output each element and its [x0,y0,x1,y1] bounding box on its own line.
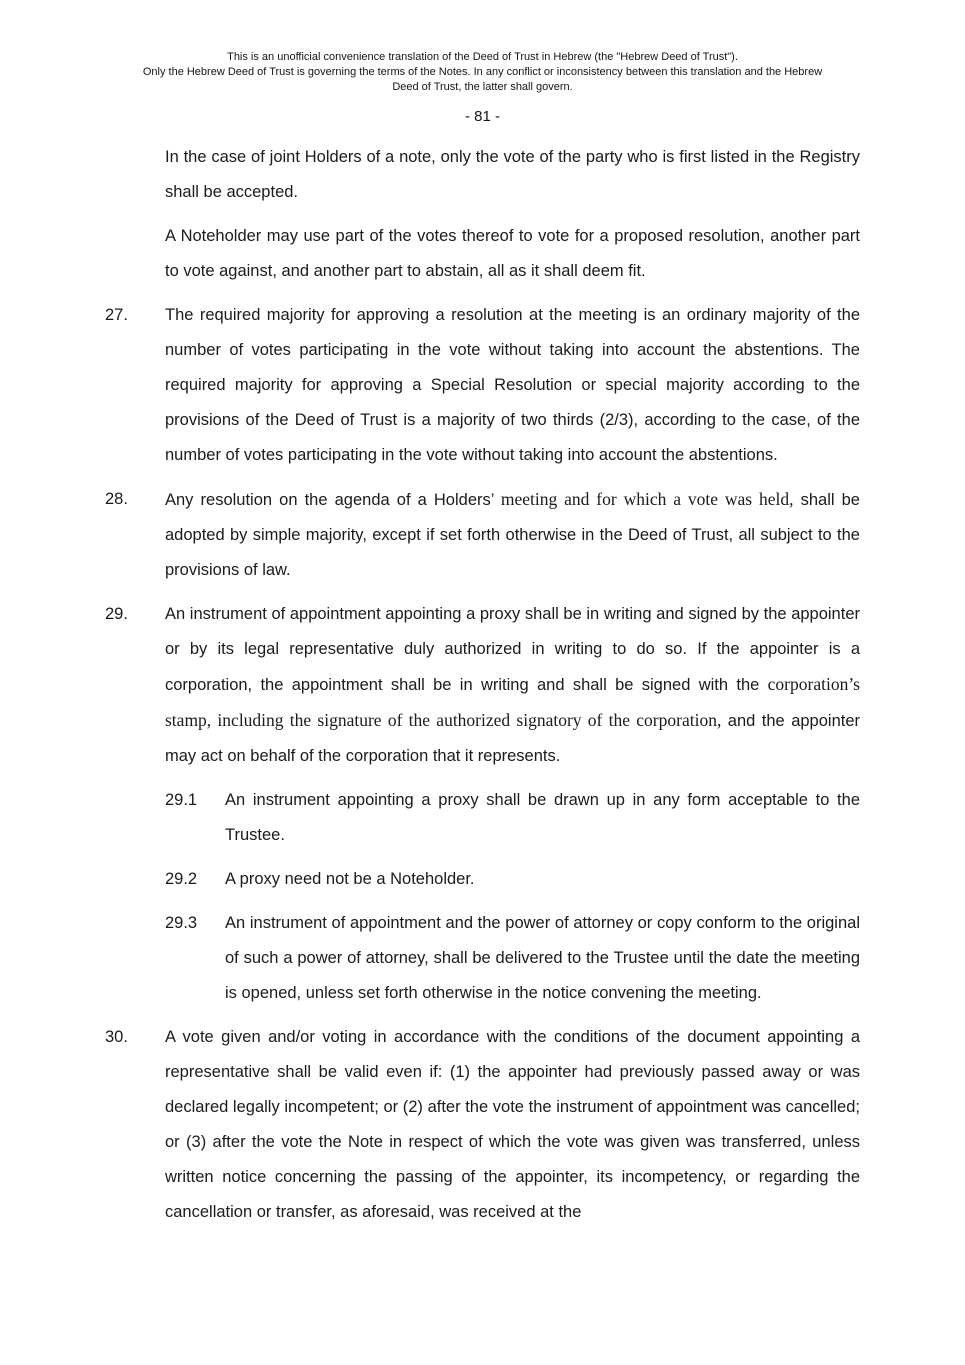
paragraph-number [105,140,165,210]
sans-text-segment: An instrument appointing a proxy shall be drawn up in any form acceptable to the Trustee. [225,791,860,844]
paragraph-text [165,140,860,210]
sans-text-segment: In the case of joint Holders of a note, only the vote of the party who is first listed in the Registry shall be accepted. [165,148,860,201]
paragraph [105,140,860,210]
paragraph [105,783,860,853]
disclaimer-line-2: Only the Hebrew Deed of Trust is governing the terms of the Notes. In any conflict or inconsistency between this translation and the Hebrew [142,66,823,78]
paragraph-number: 29. [105,605,128,623]
paragraph [105,906,860,1011]
paragraph-number [105,219,165,289]
paragraph-number: 28. [105,490,128,508]
sans-text-segment: An instrument of appointment appointing a proxy shall be in writing and signed by the appointer or by its legal representative duly authorized in writing to do so. If the appointer is a corporation, the appointment shall be in writing and shall be signed with the [165,605,860,694]
paragraph-number: 29.3 [165,914,198,932]
paragraph [105,219,860,289]
sans-text-segment: and the appointer may act on behalf of the corporation that it represents. [165,712,860,765]
document-body [105,140,860,1239]
paragraph-number: 27. [105,306,128,324]
paragraph-text [165,597,860,774]
paragraph-text [165,219,860,289]
sans-text-segment: An instrument of appointment and the power of attorney or copy conform to the original of such a power of attorney, shall be delivered to the Trustee until the date the meeting is opened, unless set forth otherwise in the notice convening the meeting. [225,914,860,1002]
sans-text-segment: A Noteholder may use part of the votes thereof to vote for a proposed resolution, another part to vote against, and another part to abstain, all as it shall deem fit. [165,227,860,280]
sans-text-segment: The required majority for approving a resolution at the meeting is an ordinary majority of the number of votes participating in the vote without taking into account the abstentions. The required majority for approving a Special Resolution or special majority according to the provisions of the Deed of Trust is a majority of two thirds (2/3), according to the case, of the number of votes participating in the vote without taking into account the abstentions. [165,306,860,464]
disclaimer-header [0,50,965,95]
paragraph-number: 29.2 [165,870,198,888]
sans-text-segment: Any resolution on the agenda of a Holders’ [165,491,501,509]
disclaimer-line-3: Deed of Trust, the latter shall govern. [392,81,573,93]
paragraph [105,1020,860,1230]
paragraph [105,597,860,774]
paragraph [105,862,860,897]
paragraph-text [165,1020,860,1230]
sans-text-segment: A vote given and/or voting in accordance with the conditions of the document appointing a representative shall be valid even if: (1) the appointer had previously passed away or was declared legally incompetent; or (2) after the vote the instrument of appointment was cancelled; or (3) after the vote the Note in respect of which the vote was given was transferred, unless written notice concerning the passing of the appointer, its incompetency, or regarding the cancellation or transfer, as aforesaid, was received at the [165,1028,860,1221]
sans-text-segment: A proxy need not be a Noteholder. [225,870,475,888]
paragraph-text [225,783,860,853]
page-number: - 81 - [464,108,500,125]
serif-text-segment: meeting and for which a vote was held, [500,489,794,509]
paragraph [105,298,860,473]
serif-text-segment: corporation’s stamp, including the signature of the authorized signatory of the corporation, [165,674,860,730]
paragraph-text [165,298,860,473]
paragraph-number: 29.1 [165,791,198,809]
paragraph-text [165,482,860,588]
paragraph [105,482,860,588]
sans-text-segment: shall be adopted by simple majority, except if set forth otherwise in the Deed of Trust, all subject to the provisions of law. [165,491,860,579]
disclaimer-line-1: This is an unofficial convenience translation of the Deed of Trust in Hebrew (the "Hebrew Deed of Trust"). [227,51,738,63]
paragraph-text [225,906,860,1011]
paragraph-text [225,862,860,897]
paragraph-number: 30. [105,1028,128,1046]
